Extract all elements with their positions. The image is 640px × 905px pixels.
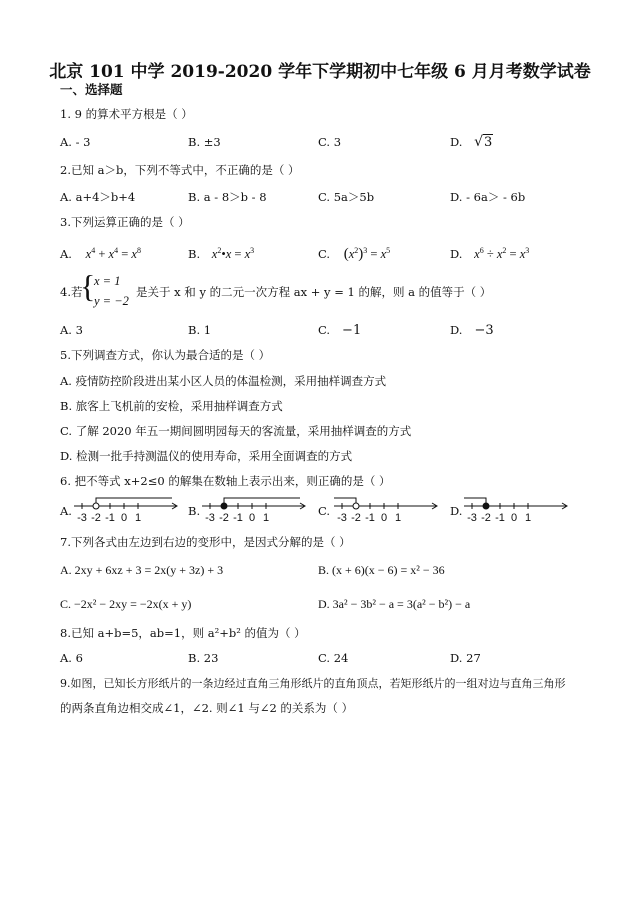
open-circle — [93, 503, 99, 509]
q7-option-c: C. −2x² − 2xy = −2x(x + y) — [60, 597, 192, 611]
q3-label-a: A. — [60, 247, 72, 262]
q5-option-d: D. 检测一批手持测温仪的使用寿命，采用全面调查的方式 — [60, 449, 353, 463]
question-9-line-2: 的两条直角边相交成∠1，∠2. 则∠1 与∠2 的关系为（ ） — [60, 701, 354, 715]
q3-label-c: C. — [318, 247, 331, 262]
q3-option-a — [60, 244, 141, 261]
q8-option-d: D. 27 — [450, 651, 481, 665]
solution-ray — [464, 498, 486, 506]
q3-option-d — [450, 244, 529, 261]
q1-option-c: C. 3 — [318, 135, 342, 149]
tick-label: 1 — [262, 512, 270, 524]
q4-option-d: D. −3 — [450, 323, 494, 338]
question-4-stem: 是关于 x 和 y 的二元一次方程 ax + y = 1 的解，则 a 的值等于（ ） — [136, 285, 492, 299]
q2-option-c: C. 5a＞5b — [318, 190, 375, 204]
q6-label-d: D. — [450, 504, 463, 518]
q5-option-b: B. 旅客上飞机前的安检，采用抽样调查方式 — [60, 399, 283, 413]
tick-label: -1 — [365, 512, 375, 524]
solution-ray — [224, 498, 300, 506]
q3-expr-d: $x^6 \div x^2 = x^3$ — [474, 246, 530, 262]
tick-label: -1 — [105, 512, 115, 524]
q1-option-d-label: D. — [450, 135, 463, 149]
q7-option-b: B. (x + 6)(x − 6) = x² − 36 — [318, 563, 445, 577]
q5-option-c: C. 了解 2020 年五一期间圆明园每天的客流量，采用抽样调查的方式 — [60, 424, 412, 438]
q1-option-d — [450, 135, 493, 150]
tick-label: 0 — [510, 512, 518, 524]
sqrt-symbol: √ — [474, 134, 484, 150]
q1-option-b: B. ±3 — [188, 135, 221, 149]
tick-label: 1 — [394, 512, 402, 524]
q3-label-d: D. — [450, 247, 463, 262]
system-equation-1: x = 1 — [94, 274, 121, 288]
tick-label: -2 — [91, 512, 101, 524]
tick-label: 0 — [120, 512, 128, 524]
q4-c-value: −1 — [342, 323, 362, 338]
number-line-b — [200, 494, 310, 528]
tick-label: -2 — [219, 512, 229, 524]
tick-label: 1 — [524, 512, 532, 524]
page-title: 北京 101 中学 2019-2020 学年下学期初中七年级 6 月月考数学试卷 — [49, 62, 591, 82]
tick-label: -2 — [351, 512, 361, 524]
solution-ray — [96, 498, 172, 506]
tick-label: -3 — [77, 512, 87, 524]
q3-label-b: B. — [188, 247, 201, 262]
question-9-line-1: 9.如图，已知长方形纸片的一条边经过直角三角形纸片的直角顶点，若矩形纸片的一组对边与直角三角形 — [60, 677, 566, 690]
q3-expr-a: $x^4 + x^4 = x^8$ — [85, 246, 141, 262]
q3-option-b — [188, 244, 254, 261]
q7-option-a: A. 2xy + 6xz + 3 = 2x(y + 3z) + 3 — [60, 563, 224, 577]
q8-option-a: A. 6 — [60, 651, 83, 665]
tick-label: -1 — [495, 512, 505, 524]
q3-expr-c: $(x^2)^3 = x^5$ — [343, 246, 391, 263]
question-7-stem: 7.下列各式由左边到右边的变形中，是因式分解的是（ ） — [60, 535, 351, 549]
number-line-d — [462, 494, 572, 528]
tick-label: -3 — [337, 512, 347, 524]
q2-option-a: A. a+4＞b+4 — [60, 190, 136, 204]
open-circle — [353, 503, 359, 509]
q6-label-c: C. — [318, 504, 331, 518]
system-brace: { — [80, 268, 96, 304]
q1-option-a: A. - 3 — [60, 135, 91, 149]
closed-circle — [221, 503, 227, 509]
tick-label: -3 — [205, 512, 215, 524]
q4-option-b: B. 1 — [188, 323, 212, 337]
section-heading: 一、选择题 — [60, 82, 123, 97]
q1-radicand: 3 — [484, 135, 493, 150]
tick-label: 0 — [380, 512, 388, 524]
question-8-stem: 8.已知 a+b=5，ab=1，则 a²+b² 的值为（ ） — [60, 626, 306, 640]
question-3-stem: 3.下列运算正确的是（ ） — [60, 215, 190, 229]
q2-option-b: B. a - 8＞b - 8 — [188, 190, 267, 204]
q4-d-value: −3 — [474, 323, 494, 338]
solution-ray — [334, 498, 356, 506]
q3-option-c — [318, 244, 390, 261]
q5-option-a: A. 疫情防控阶段进出某小区人员的体温检测，采用抽样调查方式 — [60, 374, 387, 388]
system-equation-2: y = −2 — [94, 294, 129, 308]
q8-option-c: C. 24 — [318, 651, 349, 665]
tick-label: -1 — [233, 512, 243, 524]
q4-option-c: C. −1 — [318, 323, 362, 338]
q2-option-d: D. - 6a＞ - 6b — [450, 190, 526, 204]
closed-circle — [483, 503, 489, 509]
tick-label: -3 — [467, 512, 477, 524]
question-2-stem: 2.已知 a＞b，下列不等式中，不正确的是（ ） — [60, 163, 300, 177]
q6-label-b: B. — [188, 504, 201, 518]
q4-option-a: A. 3 — [60, 323, 83, 337]
q7-option-d: D. 3a² − 3b² − a = 3(a² − b²) − a — [318, 597, 471, 611]
question-5-stem: 5.下列调查方式，你认为最合适的是（ ） — [60, 348, 271, 362]
number-line-a — [72, 494, 182, 528]
q8-option-b: B. 23 — [188, 651, 219, 665]
q6-label-a: A. — [60, 504, 72, 518]
tick-label: 1 — [134, 512, 142, 524]
question-1-stem: 1. 9 的算术平方根是（ ） — [60, 107, 193, 121]
tick-label: -2 — [481, 512, 491, 524]
number-line-c — [332, 494, 442, 528]
tick-label: 0 — [248, 512, 256, 524]
question-6-stem: 6. 把不等式 x+2≤0 的解集在数轴上表示出来，则正确的是（ ） — [60, 474, 391, 488]
q3-expr-b: $x^2•x = x^3$ — [211, 246, 255, 262]
question-4-number: 4.若 — [60, 285, 83, 299]
